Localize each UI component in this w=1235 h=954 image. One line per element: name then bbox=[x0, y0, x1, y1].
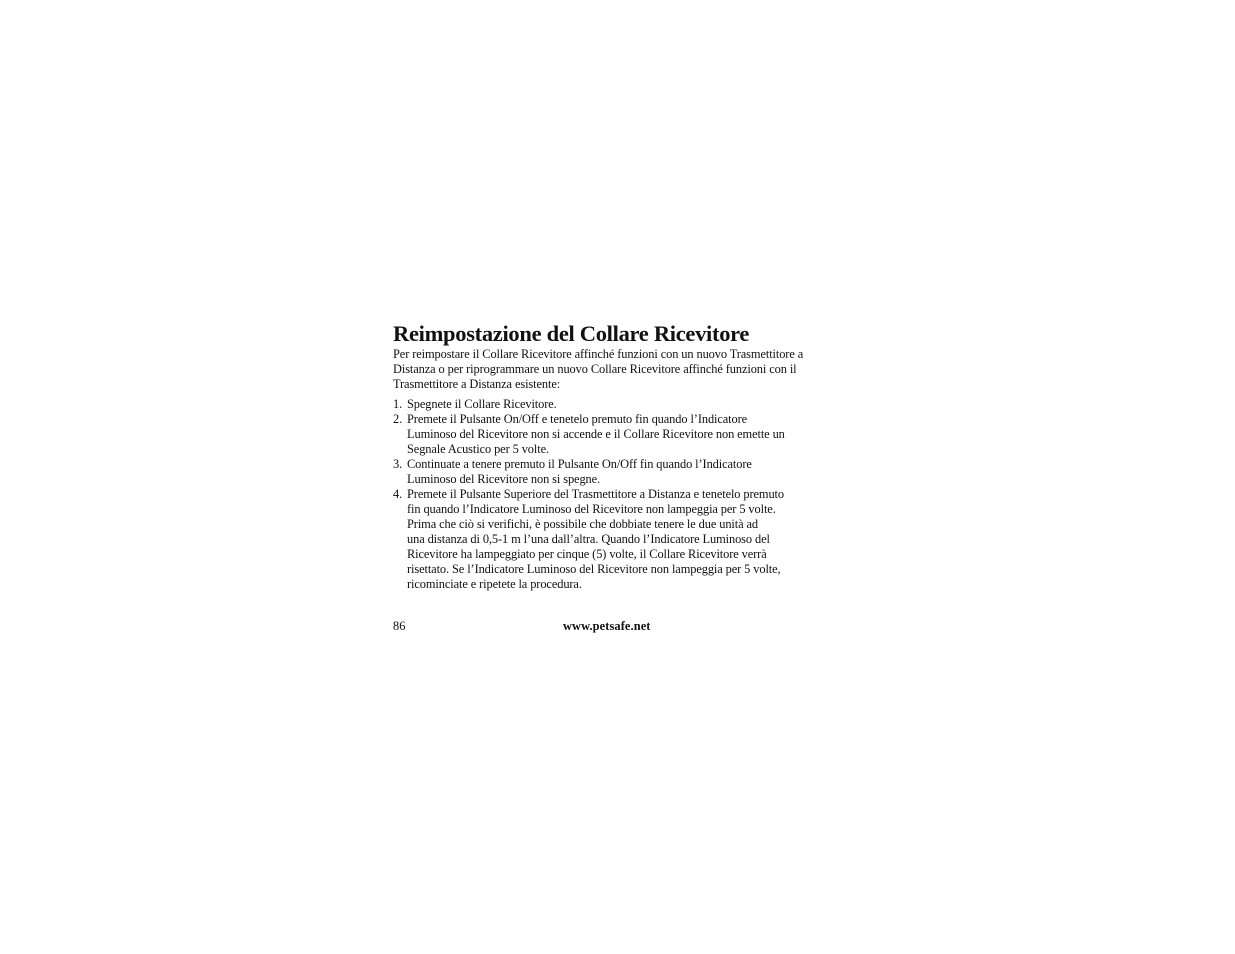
step-text bbox=[407, 457, 838, 487]
document-page bbox=[393, 320, 838, 592]
step-item bbox=[393, 397, 838, 412]
step-item bbox=[393, 487, 838, 592]
page-title: Reimpostazione del Collare Ricevitore bbox=[393, 321, 750, 346]
step-number: 1. bbox=[393, 397, 403, 411]
step-text bbox=[407, 487, 838, 592]
step-line: Luminoso del Ricevitore non si accende e il Collare Ricevitore non emette un bbox=[407, 427, 785, 441]
steps-list bbox=[393, 397, 838, 592]
step-line: ricominciate e ripetete la procedura. bbox=[407, 577, 582, 591]
website-url: www.petsafe.net bbox=[563, 619, 651, 633]
step-item bbox=[393, 412, 838, 457]
step-line: Prima che ciò si verifichi, è possibile che dobbiate tenere le due unità ad bbox=[407, 517, 759, 531]
step-line: risettato. Se l’Indicatore Luminoso del Ricevitore non lampeggia per 5 volte, bbox=[407, 562, 781, 576]
step-line: una distanza di 0,5-1 m l’una dall’altra. Quando l’Indicatore Luminoso del bbox=[407, 532, 770, 546]
step-text bbox=[407, 397, 838, 412]
step-line: fin quando l’Indicatore Luminoso del Ricevitore non lampeggia per 5 volte. bbox=[407, 502, 776, 516]
intro-line: Trasmettitore a Distanza esistente: bbox=[393, 377, 561, 391]
step-number: 4. bbox=[393, 487, 403, 501]
step-item bbox=[393, 457, 838, 487]
page-number: 86 bbox=[393, 619, 406, 633]
step-line: Ricevitore ha lampeggiato per cinque (5) volte, il Collare Ricevitore verrà bbox=[407, 547, 767, 561]
step-line: Luminoso del Ricevitore non si spegne. bbox=[407, 472, 601, 486]
step-line: Continuate a tenere premuto il Pulsante On/Off fin quando l’Indicatore bbox=[407, 457, 752, 471]
step-line: Segnale Acustico per 5 volte. bbox=[407, 442, 549, 456]
step-line: Spegnete il Collare Ricevitore. bbox=[407, 397, 557, 411]
intro-line: Distanza o per riprogrammare un nuovo Collare Ricevitore affinché funzioni con il bbox=[393, 362, 797, 376]
step-number: 3. bbox=[393, 457, 403, 471]
intro-line: Per reimpostare il Collare Ricevitore affinché funzioni con un nuovo Trasmettitore a bbox=[393, 347, 804, 361]
step-text bbox=[407, 412, 838, 457]
step-line: Premete il Pulsante Superiore del Trasmettitore a Distanza e tenetelo premuto bbox=[407, 487, 784, 501]
step-number: 2. bbox=[393, 412, 403, 426]
step-line: Premete il Pulsante On/Off e tenetelo premuto fin quando l’Indicatore bbox=[407, 412, 748, 426]
intro-paragraph bbox=[393, 347, 838, 392]
